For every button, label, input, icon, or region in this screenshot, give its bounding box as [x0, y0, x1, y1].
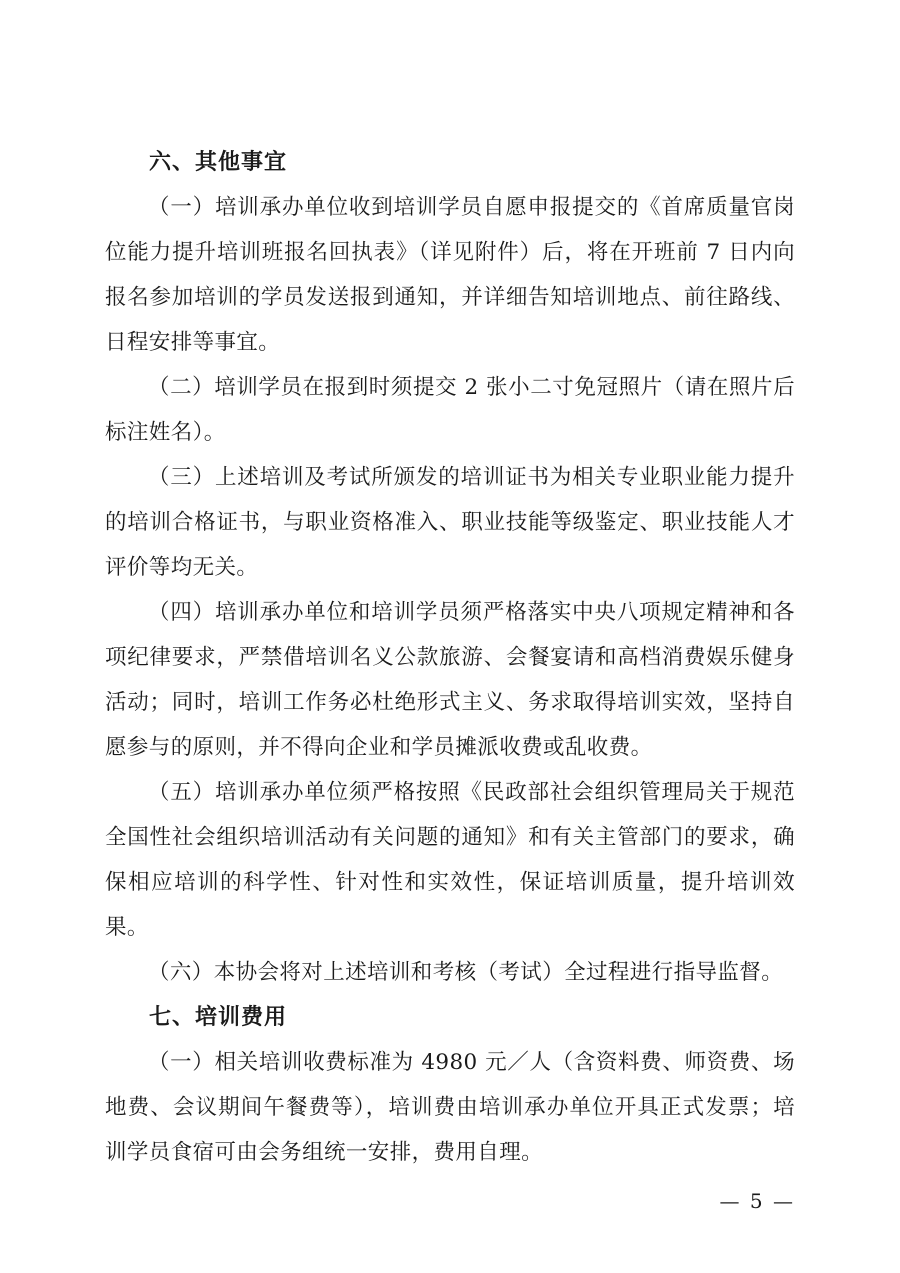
- paragraph-six-2: （二）培训学员在报到时须提交 2 张小二寸免冠照片（请在照片后标注姓名）。: [105, 375, 795, 445]
- paragraph-six-1: （一）培训承办单位收到培训学员自愿申报提交的《首席质量官岗位能力提升培训班报名回执表》（详见附件）后，将在开班前 7 日内向报名参加培训的学员发送报到通知，并详细告知培训地点、前往路线、日程安排等事宜。: [105, 195, 795, 355]
- paragraph-six-5: （五）培训承办单位须严格按照《民政部社会组织管理局关于规范全国性社会组织培训活动有关问题的通知》和有关主管部门的要求，确保相应培训的科学性、针对性和实效性，保证培训质量，提升培训效果。: [105, 780, 795, 940]
- paragraph-six-6: （六）本协会将对上述培训和考核（考试）全过程进行指导监督。: [148, 960, 784, 985]
- paragraph-six-4: （四）培训承办单位和培训学员须严格落实中央八项规定精神和各项纪律要求，严禁借培训名义公款旅游、会餐宴请和高档消费娱乐健身活动；同时，培训工作务必杜绝形式主义、务求取得培训实效，坚持自愿参与的原则，并不得向企业和学员摊派收费或乱收费。: [105, 600, 795, 760]
- section-heading-six: 六、其他事宜: [149, 149, 288, 175]
- page-number: — 5 —: [719, 1189, 795, 1213]
- paragraph-six-3: （三）上述培训及考试所颁发的培训证书为相关专业职业能力提升的培训合格证书，与职业资格准入、职业技能等级鉴定、职业技能人才评价等均无关。: [105, 465, 795, 580]
- section-heading-seven: 七、培训费用: [149, 1004, 288, 1030]
- paragraph-seven-1: （一）相关培训收费标准为 4980 元／人（含资料费、师资费、场地费、会议期间午餐费等），培训费由培训承办单位开具正式发票；培训学员食宿可由会务组统一安排，费用自理。: [105, 1050, 795, 1165]
- document-body: [105, 140, 795, 1175]
